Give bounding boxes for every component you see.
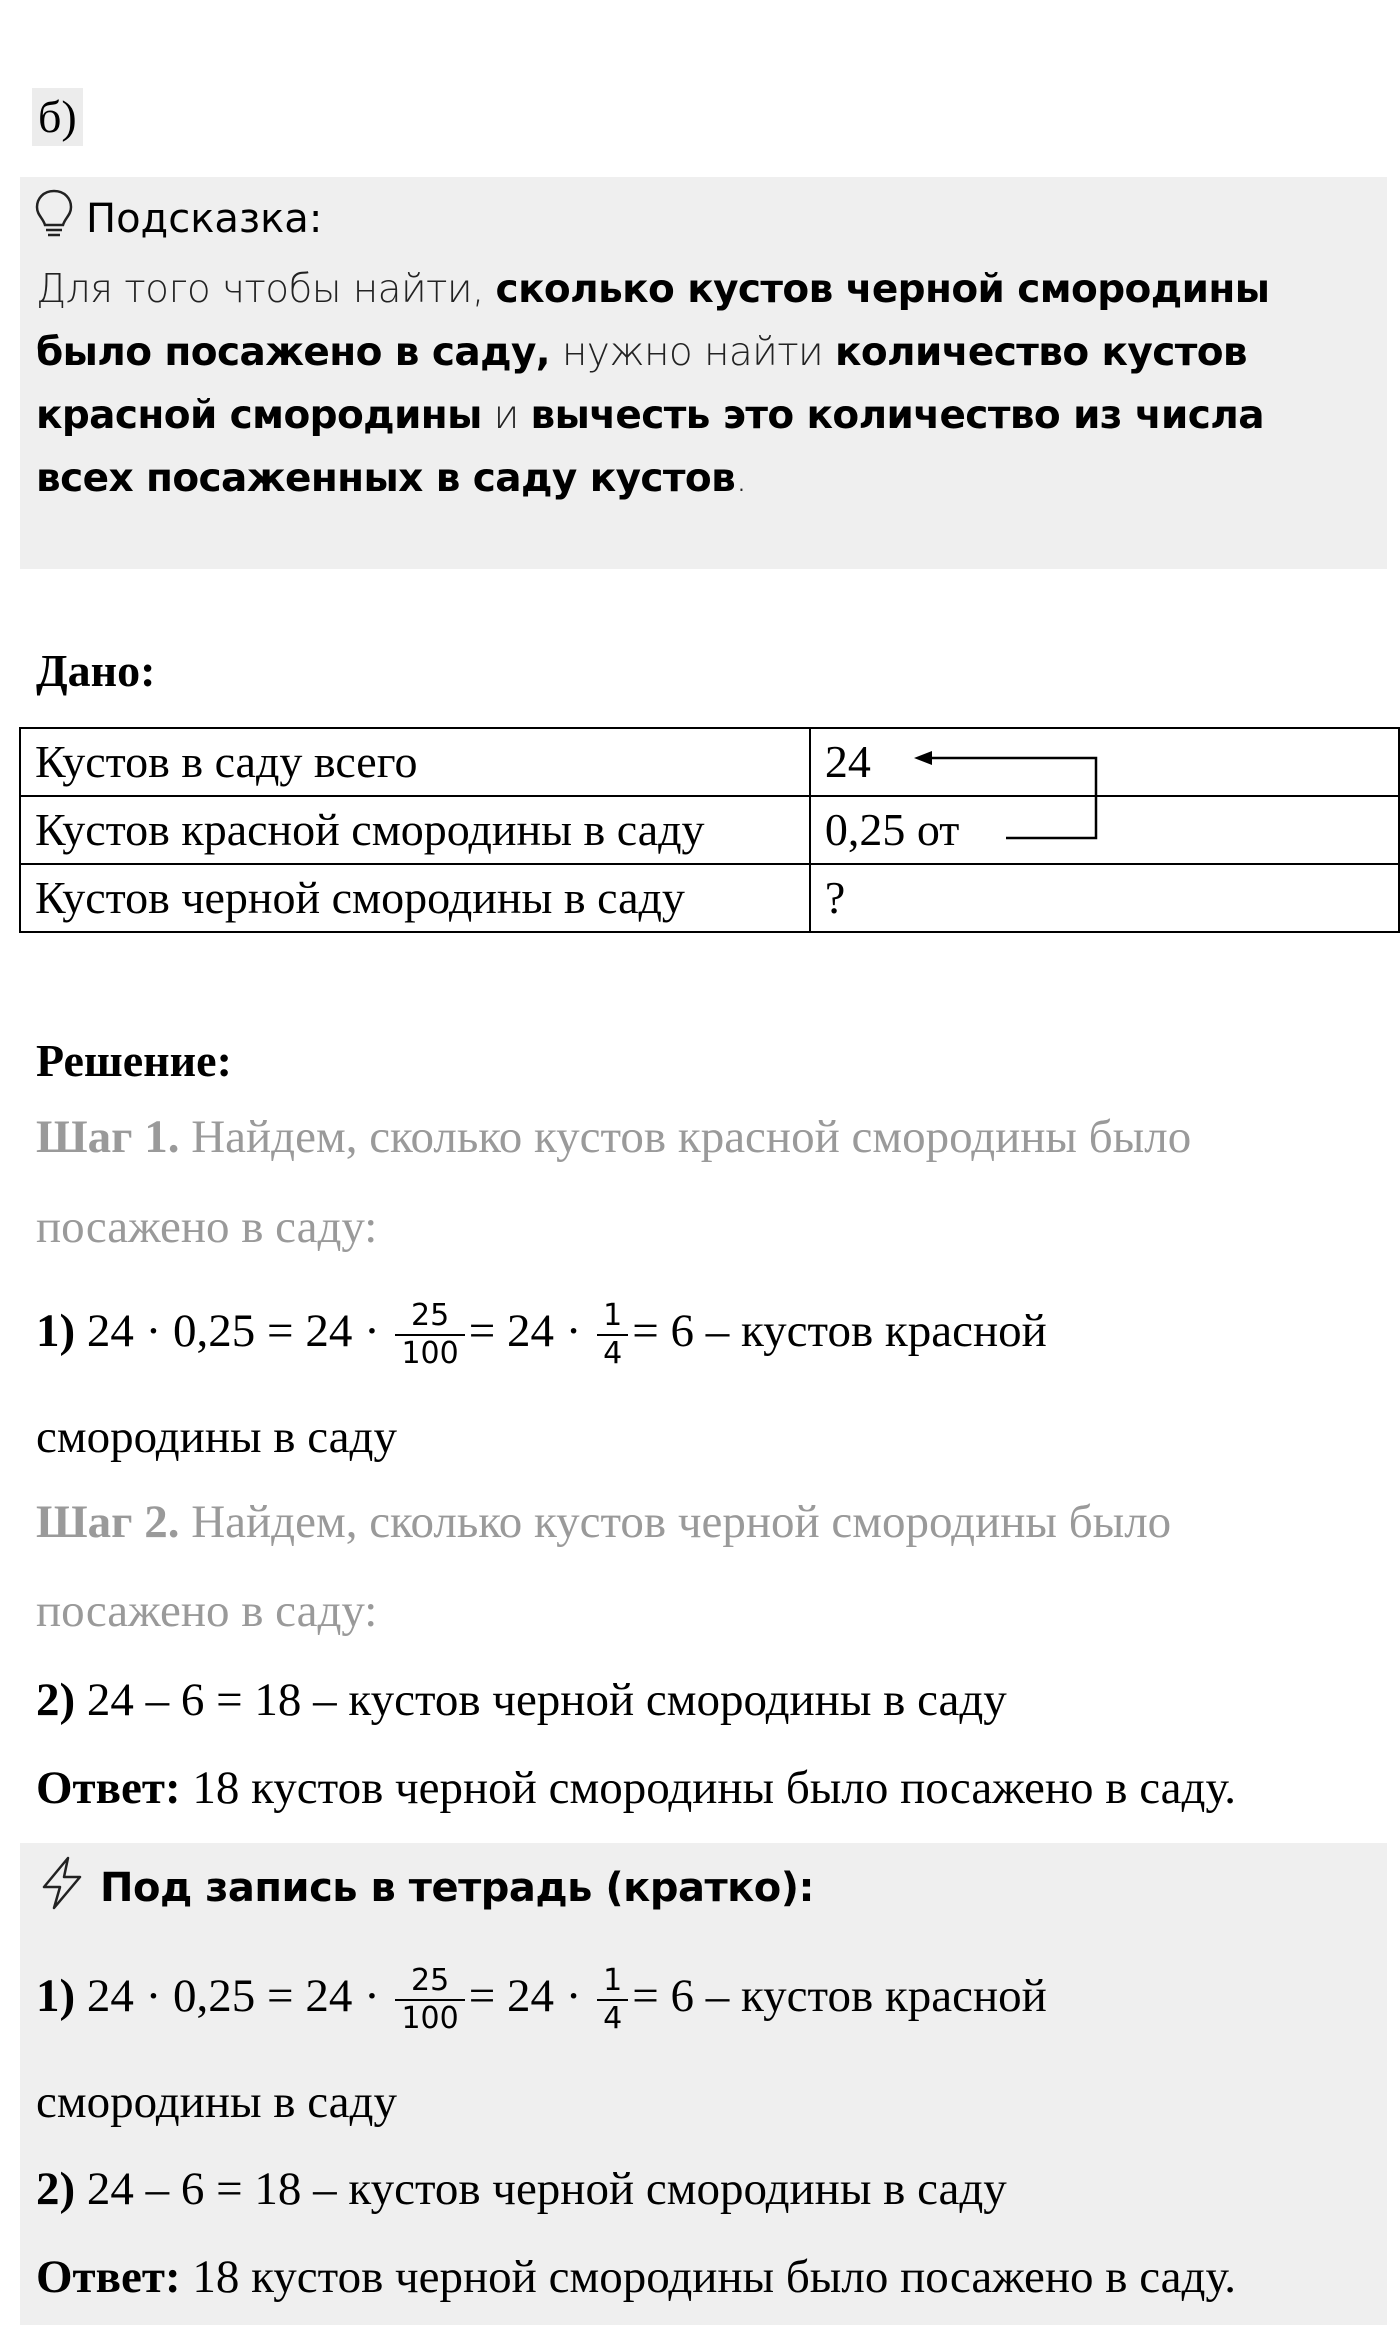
table-cell-label: Кустов черной смородины в саду: [20, 864, 810, 932]
notebook-title: [36, 1855, 814, 1921]
notebook-calc-1-cont: смородины в саду: [36, 2076, 397, 2128]
table-cell-label: Кустов в саду всего: [20, 728, 810, 796]
hint-title-text: Подсказка:: [86, 196, 323, 242]
fraction-denominator: 4: [603, 2001, 623, 2036]
hint-text-seg: Для того чтобы найти,: [36, 267, 496, 312]
fraction-numerator: 1: [597, 1298, 628, 1336]
hint-text-emph: количество кустов красной смородины: [36, 330, 1247, 438]
fraction-numerator: 25: [395, 1963, 464, 2001]
reference-arrow: [900, 750, 1110, 850]
fraction: [597, 1298, 628, 1372]
hint-text-emph: сколько кустов черной смородины было посажено в саду,: [36, 267, 1270, 375]
lightning-icon: [36, 1855, 88, 1921]
fraction-numerator: 25: [395, 1298, 464, 1336]
part-label: б): [32, 88, 83, 146]
fraction: [597, 1963, 628, 2037]
fraction: [395, 1963, 464, 2037]
solution-heading: Решение:: [36, 1035, 232, 1086]
table-row: [20, 728, 1399, 796]
table-cell-value: 24: [810, 728, 1399, 796]
notebook-calc-1: [36, 1963, 1047, 2037]
table-cell-label: Кустов красной смородины в саду: [20, 796, 810, 864]
given-table: [19, 727, 1400, 933]
answer-label: Ответ:: [36, 2251, 181, 2303]
calc-number: 1): [36, 1969, 76, 2022]
fraction: [395, 1298, 464, 1372]
hint-text-seg: нужно найти: [550, 330, 835, 375]
hint-text-seg: .: [735, 456, 747, 501]
step-1-text: [36, 1110, 1191, 1164]
given-heading: Дано:: [36, 645, 156, 696]
step-2-text-cont: посажено в саду:: [36, 1585, 378, 1637]
step-2-text: [36, 1495, 1171, 1549]
calc-text: = 6 – кустов красной: [632, 1304, 1047, 1357]
hint-text: [36, 258, 1366, 510]
calc-number: 2): [36, 2163, 76, 2215]
hint-text-emph: вычесть это количество из числа всех посаженных в саду кустов: [36, 393, 1264, 501]
step-1-desc: Найдем, сколько кустов красной смородины было: [179, 1111, 1192, 1163]
step-1-label: Шаг 1.: [36, 1111, 180, 1163]
notebook-answer: [36, 2250, 1236, 2304]
table-row: [20, 864, 1399, 932]
calc-text: 24 · 0,25 = 24 ·: [75, 1969, 380, 2022]
step-2-desc: Найдем, сколько кустов черной смородины было: [179, 1496, 1172, 1548]
fraction-numerator: 1: [597, 1963, 628, 2001]
fraction-denominator: 100: [401, 1336, 459, 1371]
step-2-label: Шаг 2.: [36, 1496, 180, 1548]
calc-number: 1): [36, 1304, 76, 1357]
calc-number: 2): [36, 1674, 76, 1726]
step-1-text-cont: посажено в саду:: [36, 1201, 378, 1253]
answer-text: 18 кустов черной смородины было посажено в саду.: [180, 1762, 1237, 1814]
table-row: [20, 796, 1399, 864]
calc-1: [36, 1298, 1047, 1372]
calc-text: = 24 ·: [468, 1304, 582, 1357]
calc-1-cont: смородины в саду: [36, 1411, 397, 1463]
table-cell-value: ?: [810, 864, 1399, 932]
lightbulb-icon: [34, 188, 74, 250]
answer-label: Ответ:: [36, 1762, 181, 1814]
calc-text: = 24 ·: [468, 1969, 582, 2022]
fraction-denominator: 100: [401, 2001, 459, 2036]
calc-text: 24 – 6 = 18 – кустов черной смородины в саду: [75, 2163, 1007, 2215]
answer: [36, 1761, 1236, 1815]
fraction-denominator: 4: [603, 1336, 623, 1371]
table-cell-value: 0,25 от: [810, 796, 1399, 864]
hint-title: [34, 188, 322, 250]
calc-text: 24 · 0,25 = 24 ·: [75, 1304, 380, 1357]
calc-text: 24 – 6 = 18 – кустов черной смородины в саду: [75, 1674, 1007, 1726]
calc-2: [36, 1673, 1007, 1727]
notebook-calc-2: [36, 2162, 1007, 2216]
notebook-title-text: Под запись в тетрадь (кратко):: [100, 1865, 815, 1911]
hint-text-seg: и: [481, 393, 531, 438]
answer-text: 18 кустов черной смородины было посажено в саду.: [180, 2251, 1237, 2303]
calc-text: = 6 – кустов красной: [632, 1969, 1047, 2022]
